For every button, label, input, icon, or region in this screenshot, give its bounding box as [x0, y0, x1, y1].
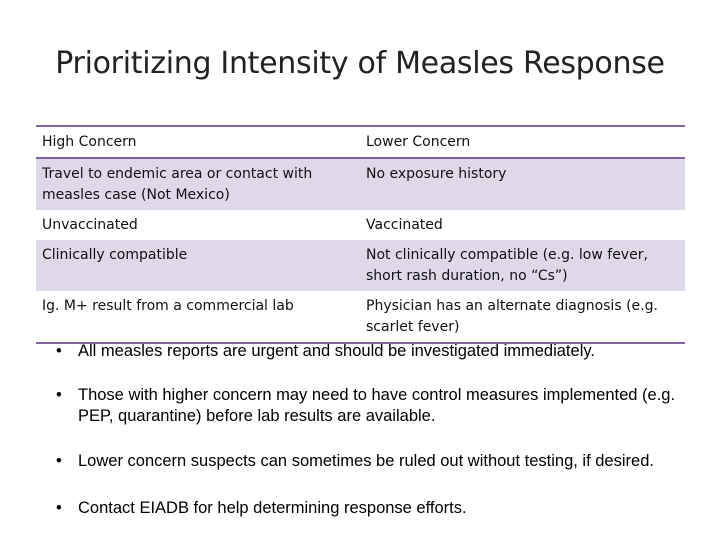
bullet-item: [56, 341, 686, 362]
bullet-item: [56, 498, 686, 519]
bullet-text: All measles reports are urgent and should be investigated immediately.: [78, 342, 595, 360]
bullet-item: [56, 451, 686, 472]
bullet-icon: •: [56, 499, 62, 517]
bullet-list: [56, 341, 686, 519]
slide-title: Prioritizing Intensity of Measles Response: [55, 46, 665, 81]
high-concern-cell: Ig. M+ result from a commercial lab: [36, 291, 362, 343]
table-header-row: [36, 126, 685, 158]
bullet-text: Those with higher concern may need to have control measures implemented (e.g. PEP, quarantine) before lab results are available.: [78, 386, 676, 425]
bullet-icon: •: [56, 386, 62, 404]
lower-concern-cell: Not clinically compatible (e.g. low fever, short rash duration, no “Cs”): [362, 240, 685, 291]
high-concern-cell: Clinically compatible: [36, 240, 362, 291]
bullet-item: [56, 385, 686, 427]
bullet-icon: •: [56, 452, 62, 470]
bullet-text: Contact EIADB for help determining response efforts.: [78, 499, 467, 517]
bullet-icon: •: [56, 342, 62, 360]
header-lower-concern: Lower Concern: [362, 126, 685, 158]
table-row: [36, 240, 685, 291]
lower-concern-cell: No exposure history: [362, 158, 685, 210]
table-row: [36, 158, 685, 210]
concern-table: [36, 125, 685, 344]
high-concern-cell: Unvaccinated: [42, 217, 138, 233]
lower-concern-cell: Physician has an alternate diagnosis (e.g. scarlet fever): [362, 291, 685, 343]
bullet-text: Lower concern suspects can sometimes be ruled out without testing, if desired.: [78, 452, 654, 470]
table-row: [36, 291, 685, 343]
high-concern-cell: Travel to endemic area or contact with measles case (Not Mexico): [36, 158, 362, 210]
header-high-concern: High Concern: [36, 126, 362, 158]
lower-concern-cell: Vaccinated: [366, 217, 443, 233]
table-row: [36, 210, 685, 240]
